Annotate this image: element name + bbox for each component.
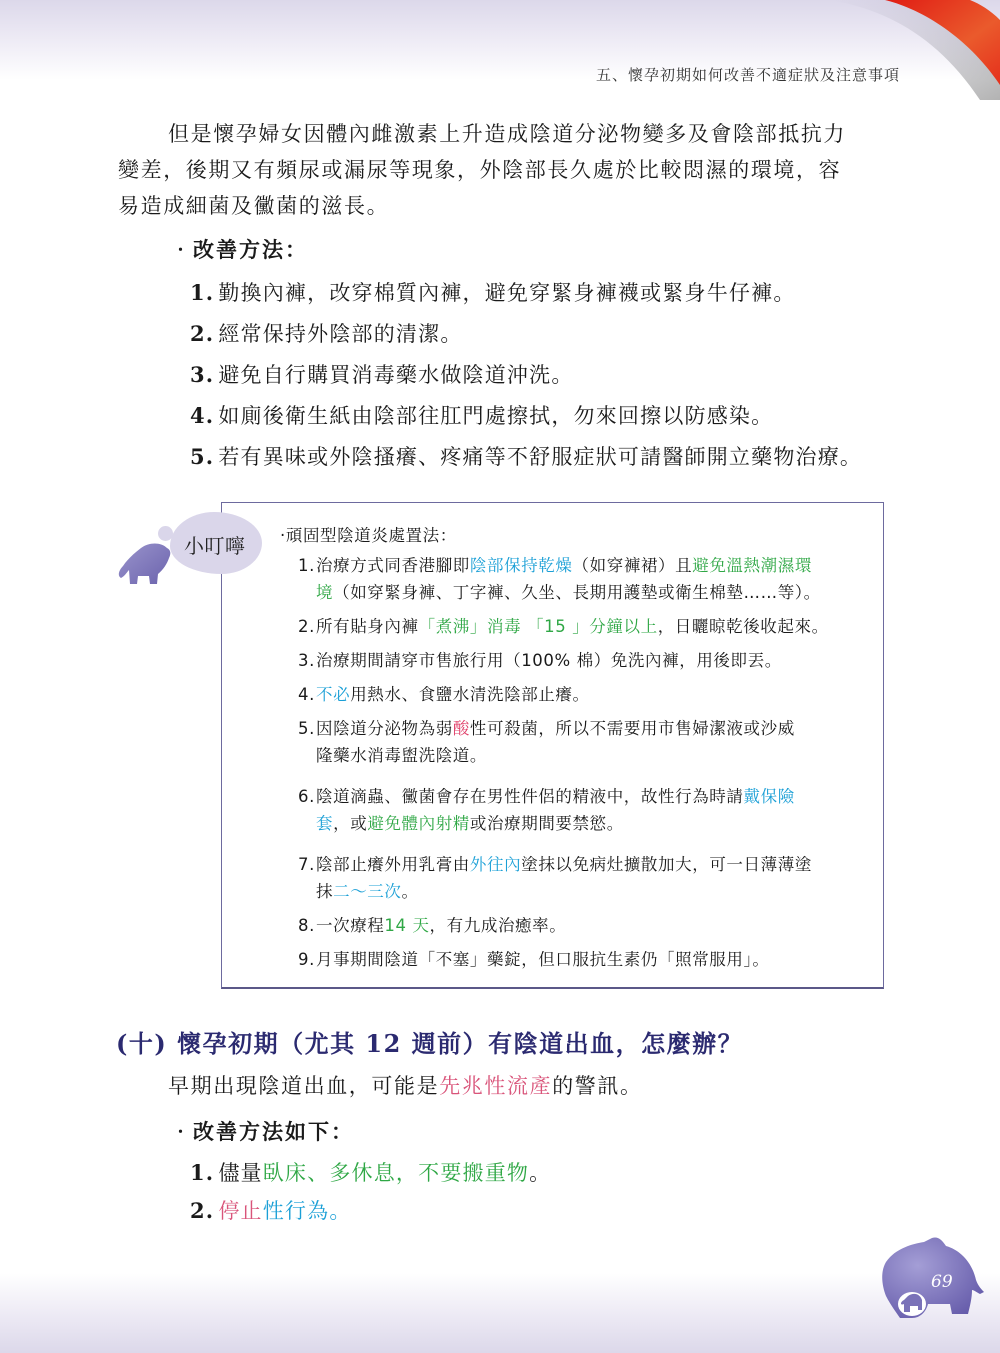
- text-segment: 塗抹以免病灶擴散加大，可一日薄薄塗: [521, 855, 812, 874]
- item-number: 5.: [298, 719, 315, 738]
- improve-methods-heading: ‧改善方法：: [170, 237, 308, 262]
- intro-line: 但是懷孕婦女因體內雌激素上升造成陰道分泌物變多及會陰部抵抗力: [168, 122, 846, 146]
- text-segment: （如穿緊身褲、丁字褲、久坐、長期用護墊或衛生棉墊……等）。: [333, 583, 821, 602]
- list-item: 3. 避免自行購買消毒藥水做陰道沖洗。: [190, 362, 574, 387]
- text-segment: 所有貼身內褲: [316, 617, 419, 636]
- tip-line: [316, 647, 875, 674]
- text-segment: 。: [401, 882, 419, 901]
- list-item: [190, 1158, 551, 1196]
- text-segment: ，有九成治癒率。: [429, 916, 567, 935]
- section-title: (十) 懷孕初期（尤其 12 週前）有陰道出血，怎麼辦？: [116, 1029, 744, 1058]
- tip-line: [316, 810, 875, 837]
- text-segment: 或治療期間要禁慾。: [469, 814, 624, 833]
- elephant-page-icon: [868, 1232, 990, 1328]
- tip-line: [316, 579, 875, 606]
- list-item: 5. 若有異味或外陰搔癢、疼痛等不舒服症狀可請醫師開立藥物治療。: [190, 444, 863, 469]
- page-bottom-gradient: [0, 1273, 1000, 1353]
- text-segment: 月事期間陰道「不塞」藥錠，但口服抗生素仍「照常服用」。: [316, 950, 770, 969]
- item-number: 3.: [298, 651, 315, 670]
- item-number: 4.: [298, 685, 315, 704]
- text-segment: 因陰道分泌物為弱: [316, 719, 453, 738]
- highlight-text: 二～三次: [333, 882, 402, 901]
- text-segment: 陰部止癢外用乳膏由: [316, 855, 470, 874]
- highlight-text: 性行為。: [262, 1199, 352, 1223]
- highlight-text: 不必: [316, 685, 351, 704]
- item-number: 8.: [298, 916, 315, 935]
- tip-item: [280, 647, 875, 674]
- tip-item: [280, 552, 875, 606]
- tip-title: ‧頑固型陰道炎處置法：: [280, 526, 457, 545]
- tip-line: [316, 681, 875, 708]
- text-segment: 抹: [316, 882, 334, 901]
- text-segment: （如穿褲裙）且: [572, 556, 693, 575]
- tip-line: [316, 878, 875, 905]
- tip-line: [316, 715, 875, 742]
- item-number: 2.: [190, 1198, 215, 1223]
- text-segment: 隆藥水消毒盥洗陰道。: [316, 746, 487, 765]
- item-number: 1.: [298, 556, 315, 575]
- tip-item: [280, 851, 875, 905]
- tip-item: [280, 613, 875, 640]
- section-ten-list: [190, 1158, 551, 1234]
- tip-content: [280, 525, 875, 980]
- text-segment: 用熱水、食鹽水清洗陰部止癢。: [350, 685, 590, 704]
- highlight-text: 外往內: [469, 855, 522, 874]
- list-item: [190, 1196, 551, 1234]
- text-segment: ，日曬晾乾後收起來。: [657, 617, 829, 636]
- intro-line: 變差，後期又有頻尿或漏尿等現象，外陰部長久處於比較悶濕的環境，容: [118, 158, 842, 182]
- text-segment: 治療期間請穿市售旅行用（100% 棉）免洗內褲，用後即丟。: [316, 651, 782, 670]
- highlight-text: 臥床、多休息，不要搬重物: [262, 1161, 530, 1185]
- tip-line: [316, 851, 875, 878]
- running-header: 五、懷孕初期如何改善不適症狀及注意事項: [595, 66, 900, 84]
- text-segment: ，或: [333, 814, 368, 833]
- tip-line: [316, 613, 875, 640]
- improve-methods-heading-2: ‧改善方法如下：: [170, 1119, 354, 1144]
- item-number: 2.: [298, 617, 315, 636]
- tip-item: [280, 946, 875, 973]
- highlight-text: 境: [316, 583, 334, 602]
- list-item: 4. 如廁後衛生紙由陰部往肛門處擦拭，勿來回擦以防感染。: [190, 403, 774, 428]
- highlight-text: 避免溫熱潮濕環: [692, 556, 812, 575]
- text-segment: 一次療程: [316, 916, 385, 935]
- elephant-icon: [115, 540, 175, 588]
- intro-paragraph: [118, 116, 888, 224]
- tip-item: [280, 681, 875, 708]
- tip-line: [316, 742, 875, 769]
- page-number: 69: [931, 1272, 953, 1292]
- item-number: 1.: [190, 1160, 215, 1185]
- tip-item: [280, 912, 875, 939]
- highlight-text: 先兆性流產: [439, 1074, 553, 1098]
- tip-line: [316, 552, 875, 579]
- item-number: 6.: [298, 787, 315, 806]
- highlight-text: 陰部保持乾燥: [469, 556, 573, 575]
- corner-ribbon-decoration: [830, 0, 1000, 100]
- highlight-text: 停止: [218, 1199, 263, 1223]
- item-number: 7.: [298, 855, 315, 874]
- text-segment: 。: [529, 1161, 552, 1185]
- highlight-text: 避免體內射精: [367, 814, 470, 833]
- intro-line: 易造成細菌及黴菌的滋長。: [118, 194, 390, 218]
- list-item: 2. 經常保持外陰部的清潔。: [190, 321, 463, 346]
- improve-methods-list: [190, 278, 862, 483]
- item-number: 9.: [298, 950, 315, 969]
- highlight-text: 14 天: [384, 916, 430, 935]
- text-segment: 陰道滴蟲、黴菌會存在男性件侶的精液中，故性行為時請: [316, 787, 744, 806]
- tip-list: [280, 552, 875, 973]
- highlight-text: 套: [316, 814, 334, 833]
- highlight-text: 酸: [452, 719, 470, 738]
- tip-line: [316, 946, 875, 973]
- tip-line: [316, 783, 875, 810]
- tip-item: [280, 715, 875, 769]
- tip-line: [316, 912, 875, 939]
- text-segment: 儘量: [218, 1161, 263, 1185]
- tip-label: 小叮嚀: [184, 534, 246, 558]
- list-item: 1. 勤換內褲，改穿棉質內褲，避免穿緊身褲襪或緊身牛仔褲。: [190, 280, 796, 305]
- tip-item: [280, 783, 875, 837]
- highlight-text: 「煮沸」消毒 「15 」分鐘以上: [418, 617, 658, 636]
- text-segment: 治療方式同香港腳即: [316, 556, 470, 575]
- section-intro: 早期出現陰道出血，可能是先兆性流產的警訊。: [168, 1074, 643, 1098]
- text-segment: 性可殺菌，所以不需要用市售婦潔液或沙威: [469, 719, 795, 738]
- highlight-text: 戴保險: [743, 787, 795, 806]
